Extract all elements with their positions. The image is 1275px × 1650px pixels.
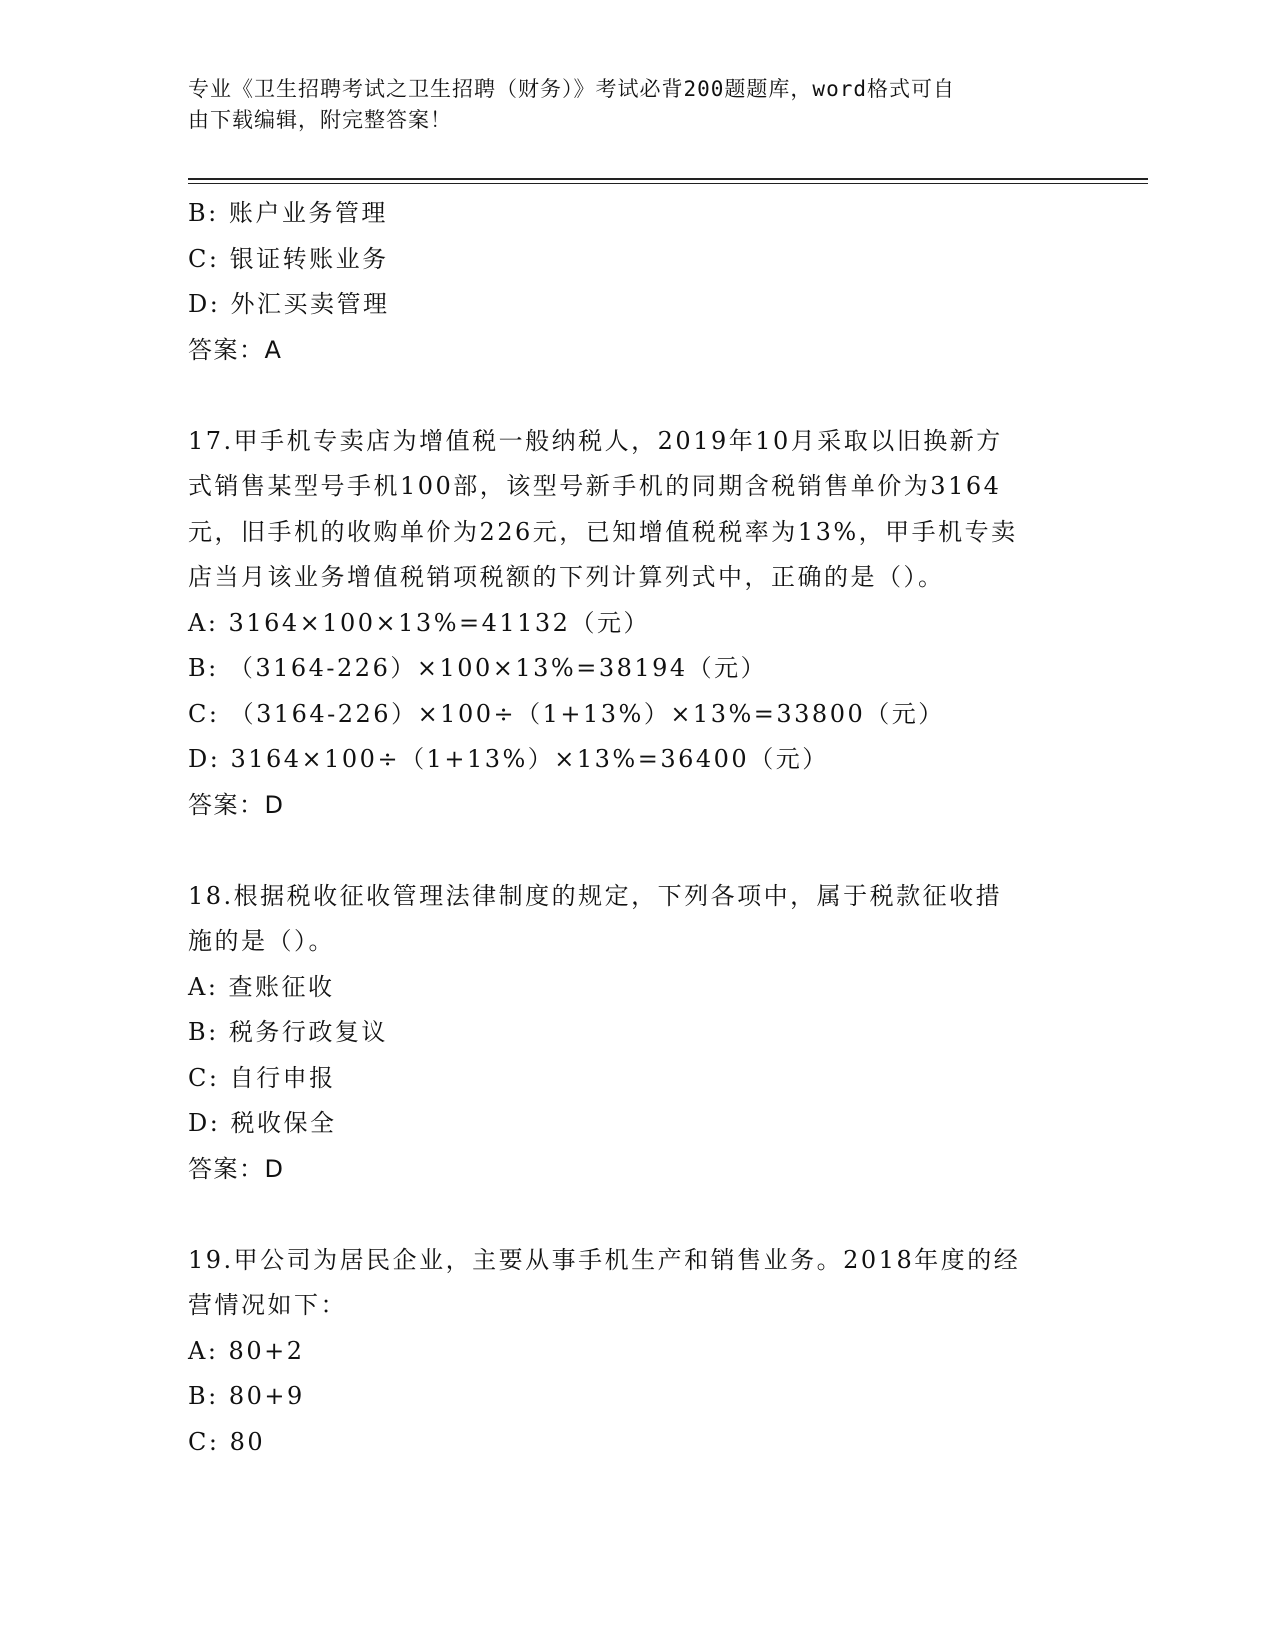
- question-18: [188, 874, 1088, 1193]
- answer: 答案：D: [188, 790, 285, 819]
- header-divider-thick: [188, 178, 1148, 180]
- spacer: [188, 373, 1088, 419]
- option-b: B: 税务行政复议: [188, 1018, 388, 1046]
- page-header: [188, 74, 1068, 136]
- question-17: [188, 419, 1088, 829]
- question-text-line: 19.甲公司为居民企业，主要从事手机生产和销售业务。2018年度的经: [188, 1245, 1021, 1274]
- option-a: A: 查账征收: [188, 972, 335, 1001]
- option-c: C: 银证转账业务: [188, 244, 389, 273]
- answer: 答案：A: [188, 335, 283, 364]
- option-c: C: 80: [188, 1427, 266, 1456]
- question-text-line: 式销售某型号手机100部，该型号新手机的同期含税销售单价为3164: [188, 472, 1002, 500]
- header-title-line-1: 专业《卫生招聘考试之卫生招聘（财务）》考试必背200题题库，word格式可自: [188, 77, 955, 101]
- answer: 答案：D: [188, 1154, 285, 1183]
- question-19: [188, 1238, 1088, 1466]
- option-d: D: 3164×100÷（1+13%）×13%=36400（元）: [188, 745, 829, 773]
- header-title-line-2: 由下载编辑，附完整答案！: [188, 108, 452, 132]
- spacer: [188, 1192, 1088, 1238]
- option-c: C: 自行申报: [188, 1063, 336, 1092]
- option-d: D: 外汇买卖管理: [188, 290, 390, 318]
- question-text-line: 18.根据税收征收管理法律制度的规定，下列各项中，属于税款征收措: [188, 881, 1003, 910]
- question-text-line: 17.甲手机专卖店为增值税一般纳税人，2019年10月采取以旧换新方: [188, 426, 1003, 455]
- option-b: B: （3164-226）×100×13%=38194（元）: [188, 654, 768, 682]
- question-text-line: 营情况如下：: [188, 1291, 347, 1319]
- option-a: A: 3164×100×13%=41132（元）: [188, 608, 650, 637]
- question-text-line: 施的是（）。: [188, 927, 335, 955]
- option-c: C: （3164-226）×100÷（1+13%）×13%=33800（元）: [188, 699, 945, 728]
- question-16-tail: [188, 191, 1088, 373]
- option-b: B: 账户业务管理: [188, 199, 388, 227]
- question-list: [188, 191, 1088, 1465]
- header-divider-thin: [188, 183, 1148, 184]
- question-text-line: 元，旧手机的收购单价为226元，已知增值税税率为13%，甲手机专卖: [188, 517, 1018, 546]
- spacer: [188, 828, 1088, 874]
- question-text-line: 店当月该业务增值税销项税额的下列计算列式中，正确的是（）。: [188, 563, 945, 591]
- option-b: B: 80+9: [188, 1382, 305, 1410]
- option-a: A: 80+2: [188, 1336, 305, 1365]
- option-d: D: 税收保全: [188, 1109, 337, 1137]
